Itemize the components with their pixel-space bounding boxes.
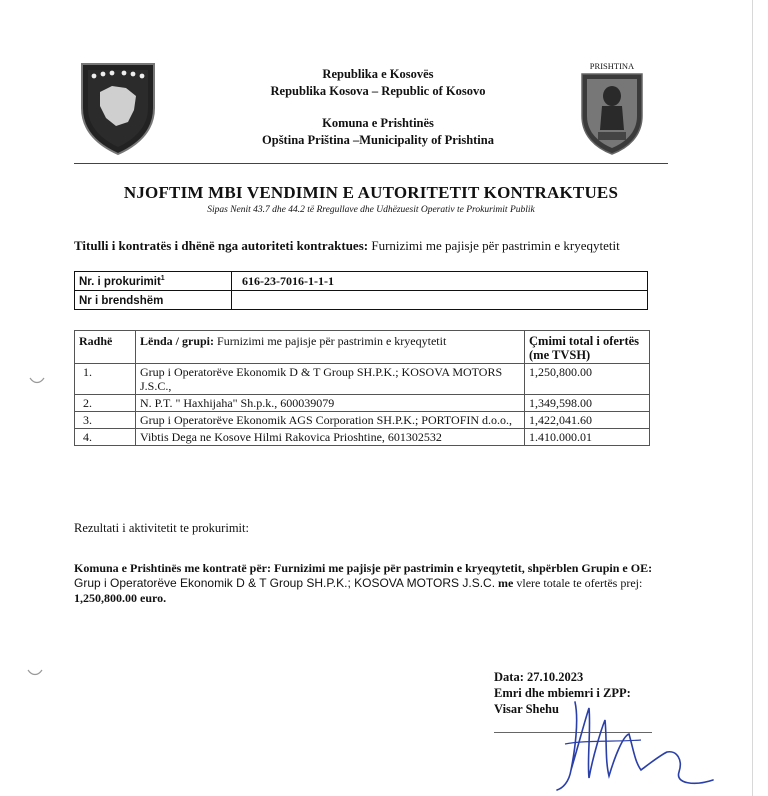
bids-table (74, 330, 650, 446)
header-line-3: Komuna e Prishtinës (322, 116, 434, 130)
margin-mark (28, 376, 46, 386)
internal-number-value (232, 291, 648, 310)
award-value-label: vlere totale te ofertës prej: (516, 576, 643, 590)
col-lenda-header: Lënda / grupi: Furnizimi me pajisje për pastrimin e kryeqytetit (136, 331, 525, 364)
award-value: 1,250,800.00 euro. (74, 591, 167, 605)
kosovo-coat-of-arms-icon (78, 60, 158, 156)
table-header-row (75, 331, 650, 364)
contract-title (74, 238, 668, 253)
contract-title-label: Titulli i kontratës i dhënë nga autoriteti kontraktues: (74, 238, 369, 253)
header-republic (200, 66, 556, 100)
bid-number: 1. (75, 364, 136, 395)
award-winner: Grup i Operatorëve Ekonomik D & T Group SH.P.K.; KOSOVA MOTORS J.S.C. (74, 576, 496, 590)
procurement-id-table (74, 271, 648, 310)
document-subtitle: Sipas Nenit 43.7 dhe 44.2 të Rregullave dhe Udhëzuesit Operativ te Prokurimit Publik (207, 205, 535, 215)
date-label: Data: 27.10.2023 (494, 670, 584, 684)
col-radhe-header: Radhë (75, 331, 136, 364)
bid-bidder: N. P.T. " Haxhijaha" Sh.p.k., 600039079 (136, 395, 525, 412)
award-intro: Komuna e Prishtinës me kontratë për: (74, 561, 271, 575)
header-line-1: Republika e Kosovës (322, 67, 434, 81)
header-line-2: Republika Kosova – Republic of Kosovo (270, 84, 486, 98)
bid-price: 1.410.000.01 (525, 429, 650, 446)
bid-bidder: Grup i Operatorëve Ekonomik D & T Group SH.P.K.; KOSOVA MOTORS J.S.C., (136, 364, 525, 395)
table-row (75, 364, 650, 395)
award-statement (74, 561, 654, 606)
table-row (75, 291, 648, 310)
award-rewards: shpërblen Grupin e OE: (527, 561, 653, 575)
header-divider (74, 163, 668, 164)
prishtina-coat-of-arms-icon (578, 60, 646, 156)
bid-price: 1,349,598.00 (525, 395, 650, 412)
contract-title-value: Furnizimi me pajisje për pastrimin e kryeqytetit (371, 238, 620, 253)
award-subject: Furnizimi me pajisje për pastrimin e kryeqytetit, (273, 561, 525, 575)
margin-mark (26, 668, 44, 678)
table-row (75, 272, 648, 291)
document-title: NJOFTIM MBI VENDIMIN E AUTORITETIT KONTRAKTUES (123, 183, 619, 202)
emblem-right-label: PRISHTINA (589, 61, 635, 71)
header-line-4: Opština Priština –Municipality of Prishtina (262, 133, 494, 147)
bid-price: 1,422,041.60 (525, 412, 650, 429)
table-row (75, 395, 650, 412)
table-row (75, 429, 650, 446)
bid-bidder: Grup i Operatorëve Ekonomik AGS Corporation SH.P.K.; PORTOFIN d.o.o., (136, 412, 525, 429)
zpp-name: Visar Shehu (494, 702, 559, 716)
zpp-label: Emri dhe mbiemri i ZPP: (494, 686, 631, 700)
bid-bidder: Vibtis Dega ne Kosove Hilmi Rakovica Prioshtine, 601302532 (136, 429, 525, 446)
page-edge-line (752, 0, 753, 796)
result-label: Rezultati i aktivitetit te prokurimit: (74, 521, 249, 535)
procurement-number-value: 616-23-7016-1-1-1 (232, 272, 648, 291)
table-row (75, 412, 650, 429)
header-municipality (200, 115, 556, 149)
bid-number: 2. (75, 395, 136, 412)
internal-number-label: Nr i brendshëm (75, 291, 232, 310)
procurement-number-label: Nr. i prokurimit$^1$ (75, 272, 232, 291)
handwritten-signature (545, 690, 715, 796)
award-me: me (498, 576, 514, 590)
col-price-header: Çmimi total i ofertës (me TVSH) (525, 331, 650, 364)
bid-number: 4. (75, 429, 136, 446)
bid-price: 1,250,800.00 (525, 364, 650, 395)
bid-number: 3. (75, 412, 136, 429)
